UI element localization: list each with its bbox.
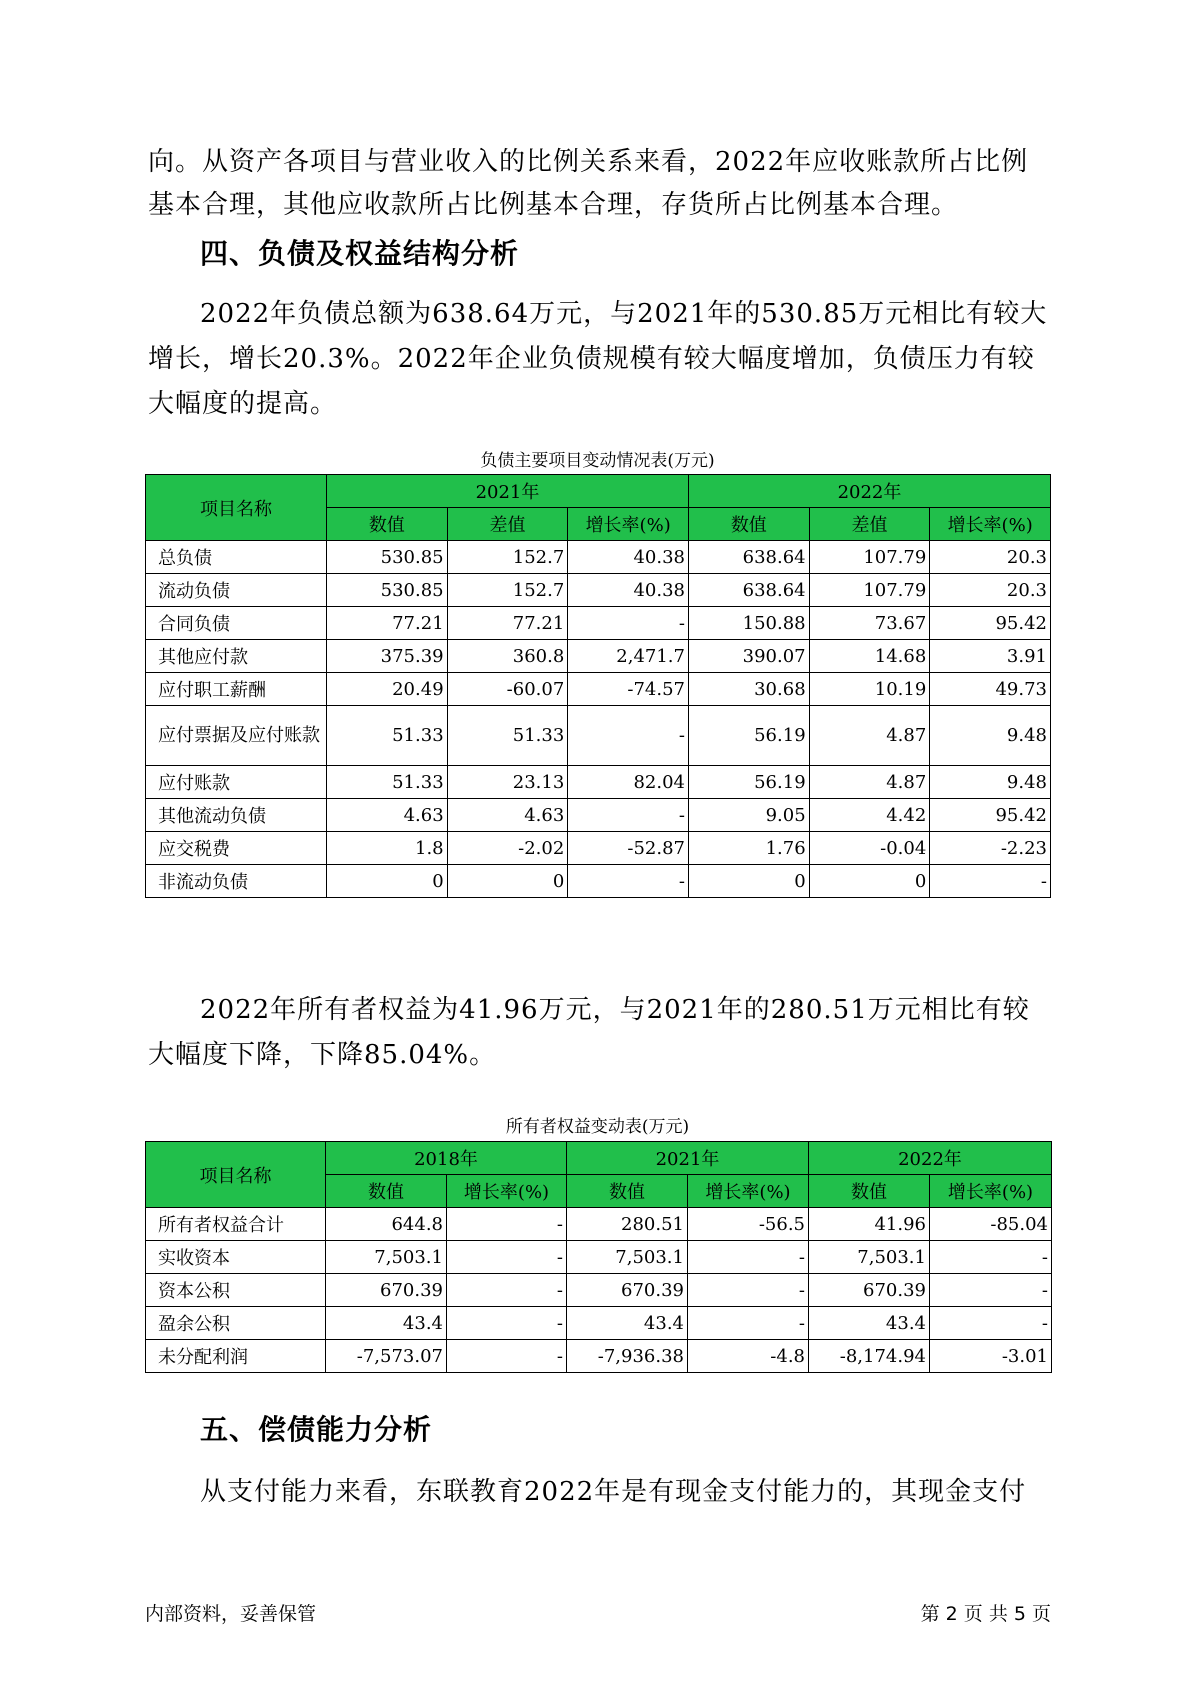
table-row: [146, 1274, 1052, 1307]
cell: 375.39: [326, 640, 447, 673]
table-row: [146, 706, 1051, 766]
table-row: [146, 799, 1051, 832]
section-heading-solvency: 五、偿债能力分析: [200, 1413, 433, 1446]
equity-table-caption: 所有者权益变动表(万元): [505, 1117, 690, 1137]
cell: 23.13: [447, 766, 568, 799]
liability-table: [145, 474, 1051, 898]
year-header-2022: 2022年: [809, 1142, 1052, 1175]
cell: 4.87: [809, 766, 930, 799]
cell: 7,503.1: [809, 1241, 930, 1274]
cell: 644.8: [326, 1208, 447, 1241]
intro-line-2: 基本合理，其他应收款所占比例基本合理，存货所占比例基本合理。: [148, 190, 959, 220]
cell: 20.49: [326, 673, 447, 706]
cell: 73.67: [809, 607, 930, 640]
cell: -2.23: [930, 832, 1051, 865]
table-row: [146, 607, 1051, 640]
sub-header: 数值: [688, 508, 809, 541]
cell: -: [688, 1307, 809, 1340]
cell: -: [930, 865, 1051, 898]
cell: -: [930, 1307, 1052, 1340]
cell: -: [688, 1274, 809, 1307]
sub-header: 差值: [447, 508, 568, 541]
equity-paragraph: 2022年所有者权益为41.96万元，与2021年的280.51万元相比有较大幅度下降，下降85.04%。: [148, 995, 1030, 1070]
cell: 1.76: [688, 832, 809, 865]
cell: 638.64: [688, 541, 809, 574]
solvency-paragraph: 从支付能力来看，东联教育2022年是有现金支付能力的，其现金支付: [200, 1477, 1027, 1507]
cell: 530.85: [326, 541, 447, 574]
sub-header: 数值: [326, 1175, 447, 1208]
cell: 0: [809, 865, 930, 898]
year-header-2022: 2022年: [688, 475, 1050, 508]
cell: 4.63: [447, 799, 568, 832]
cell: 95.42: [930, 799, 1051, 832]
cell: 670.39: [326, 1274, 447, 1307]
cell: -: [568, 865, 689, 898]
table-row: [146, 865, 1051, 898]
cell: 49.73: [930, 673, 1051, 706]
cell: 51.33: [326, 706, 447, 766]
liability-table-caption: 负债主要项目变动情况表(万元): [480, 451, 715, 471]
col-item-name: 项目名称: [146, 1142, 326, 1208]
row-name: 资本公积: [146, 1274, 326, 1307]
cell: -: [688, 1241, 809, 1274]
cell: 40.38: [568, 574, 689, 607]
cell: 9.05: [688, 799, 809, 832]
table-row: [146, 766, 1051, 799]
row-name: 所有者权益合计: [146, 1208, 326, 1241]
cell: 670.39: [809, 1274, 930, 1307]
section-heading-liabilities: 四、负债及权益结构分析: [200, 237, 520, 270]
cell: -56.5: [688, 1208, 809, 1241]
cell: -: [447, 1340, 567, 1373]
table-row: [146, 541, 1051, 574]
cell: -74.57: [568, 673, 689, 706]
sub-header: 增长率(%): [930, 508, 1051, 541]
cell: -: [447, 1307, 567, 1340]
table-row: [146, 1340, 1052, 1373]
sub-header: 数值: [809, 1175, 930, 1208]
year-header-2021: 2021年: [567, 1142, 809, 1175]
row-name: 非流动负债: [146, 865, 327, 898]
cell: 638.64: [688, 574, 809, 607]
table-row: [146, 1307, 1052, 1340]
cell: 4.87: [809, 706, 930, 766]
table-row: [146, 673, 1051, 706]
cell: -: [447, 1274, 567, 1307]
table-row: [146, 1241, 1052, 1274]
cell: 56.19: [688, 766, 809, 799]
cell: 41.96: [809, 1208, 930, 1241]
cell: 40.38: [568, 541, 689, 574]
cell: -3.01: [930, 1340, 1052, 1373]
cell: 95.42: [930, 607, 1051, 640]
cell: -: [568, 799, 689, 832]
sub-header: 增长率(%): [688, 1175, 809, 1208]
cell: 152.7: [447, 541, 568, 574]
cell: 280.51: [567, 1208, 688, 1241]
row-name: 其他应付款: [146, 640, 327, 673]
cell: 107.79: [809, 541, 930, 574]
sub-header: 增长率(%): [930, 1175, 1052, 1208]
cell: 7,503.1: [326, 1241, 447, 1274]
row-name: 应付账款: [146, 766, 327, 799]
cell: 670.39: [567, 1274, 688, 1307]
cell: 3.91: [930, 640, 1051, 673]
row-name: 流动负债: [146, 574, 327, 607]
cell: 43.4: [809, 1307, 930, 1340]
cell: -: [568, 706, 689, 766]
table-row: [146, 640, 1051, 673]
col-item-name: 项目名称: [146, 475, 327, 541]
cell: -: [930, 1241, 1052, 1274]
footer-page-number: 第 2 页 共 5 页: [920, 1603, 1051, 1625]
cell: 43.4: [326, 1307, 447, 1340]
cell: 30.68: [688, 673, 809, 706]
cell: 360.8: [447, 640, 568, 673]
cell: 9.48: [930, 706, 1051, 766]
year-header-2018: 2018年: [326, 1142, 567, 1175]
cell: -0.04: [809, 832, 930, 865]
year-header-2021: 2021年: [326, 475, 688, 508]
sub-header: 增长率(%): [447, 1175, 567, 1208]
cell: -8,174.94: [809, 1340, 930, 1373]
sub-header: 数值: [567, 1175, 688, 1208]
cell: 14.68: [809, 640, 930, 673]
cell: -7,936.38: [567, 1340, 688, 1373]
cell: 9.48: [930, 766, 1051, 799]
cell: 77.21: [326, 607, 447, 640]
row-name: 合同负债: [146, 607, 327, 640]
cell: 0: [447, 865, 568, 898]
cell: 43.4: [567, 1307, 688, 1340]
row-name: 应付票据及应付账款: [146, 706, 327, 766]
row-name: 应交税费: [146, 832, 327, 865]
cell: -7,573.07: [326, 1340, 447, 1373]
sub-header: 数值: [326, 508, 447, 541]
row-name: 盈余公积: [146, 1307, 326, 1340]
equity-table-body: [146, 1208, 1052, 1373]
cell: -85.04: [930, 1208, 1052, 1241]
cell: -: [447, 1208, 567, 1241]
cell: 107.79: [809, 574, 930, 607]
cell: 20.3: [930, 541, 1051, 574]
equity-table: [145, 1141, 1052, 1373]
cell: 10.19: [809, 673, 930, 706]
cell: 51.33: [447, 706, 568, 766]
table-row: [146, 574, 1051, 607]
table-row: [146, 832, 1051, 865]
row-name: 实收资本: [146, 1241, 326, 1274]
cell: 530.85: [326, 574, 447, 607]
liability-table-body: [146, 541, 1051, 898]
sub-header: 差值: [809, 508, 930, 541]
cell: -52.87: [568, 832, 689, 865]
cell: 82.04: [568, 766, 689, 799]
cell: -4.8: [688, 1340, 809, 1373]
cell: -: [447, 1241, 567, 1274]
cell: 150.88: [688, 607, 809, 640]
row-name: 未分配利润: [146, 1340, 326, 1373]
cell: 77.21: [447, 607, 568, 640]
cell: 20.3: [930, 574, 1051, 607]
sub-header: 增长率(%): [568, 508, 689, 541]
cell: 152.7: [447, 574, 568, 607]
intro-line-1: 向。从资产各项目与营业收入的比例关系来看，2022年应收账款所占比例: [148, 147, 1029, 177]
liabilities-paragraph: 2022年负债总额为638.64万元，与2021年的530.85万元相比有较大增长，增长20.3%。2022年企业负债规模有较大幅度增加，负债压力有较大幅度的提高。: [148, 299, 1048, 419]
footer-confidential-note: 内部资料，妥善保管: [145, 1603, 317, 1625]
cell: 0: [688, 865, 809, 898]
table-row: [146, 1208, 1052, 1241]
cell: 4.63: [326, 799, 447, 832]
row-name: 其他流动负债: [146, 799, 327, 832]
cell: -2.02: [447, 832, 568, 865]
cell: -: [568, 607, 689, 640]
cell: 51.33: [326, 766, 447, 799]
row-name: 总负债: [146, 541, 327, 574]
cell: -60.07: [447, 673, 568, 706]
cell: -: [930, 1274, 1052, 1307]
cell: 1.8: [326, 832, 447, 865]
cell: 4.42: [809, 799, 930, 832]
row-name: 应付职工薪酬: [146, 673, 327, 706]
cell: 2,471.7: [568, 640, 689, 673]
cell: 7,503.1: [567, 1241, 688, 1274]
cell: 0: [326, 865, 447, 898]
cell: 390.07: [688, 640, 809, 673]
cell: 56.19: [688, 706, 809, 766]
